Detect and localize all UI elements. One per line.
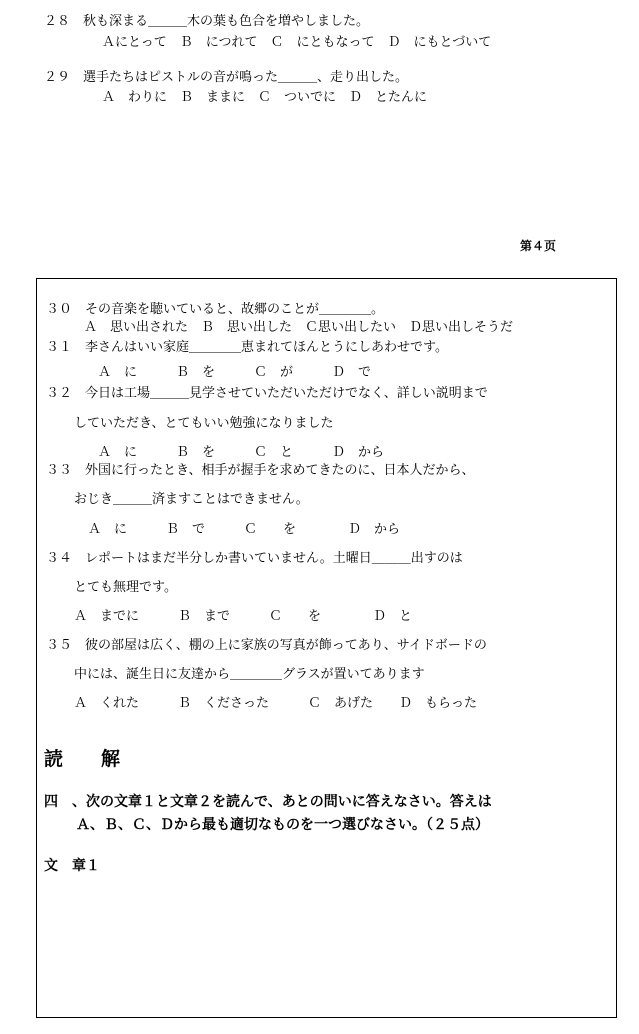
question-28: ２８ 秋も深まる＿＿＿木の葉も色合を増やしました。 xyxy=(44,14,370,29)
question-30: ３０ その音楽を聴いていると、故郷のことが＿＿＿＿。 xyxy=(46,302,385,317)
question-34: ３４ レポートはまだ半分しか書いていません。土曜日＿＿＿出すのは xyxy=(46,551,463,566)
question-31: ３１ 李さんはいい家庭＿＿＿＿恵まれてほんとうにしあわせです。 xyxy=(46,340,448,355)
question-33: ３３ 外国に行ったとき、相手が握手を求めてきたのに、日本人だから、 xyxy=(46,463,475,478)
options-28: Ａにとって Ｂ につれて Ｃ にともなって Ｄ にもとづいて xyxy=(102,35,492,50)
question-34-line2: とても無理です。 xyxy=(74,580,177,595)
page-number: 第４页 xyxy=(520,239,557,253)
instruction-line-1: 四 、次の文章１と文章２を読んで、あとの問いに答えなさい。答えは xyxy=(44,794,492,810)
question-32: ３２ 今日は工場＿＿＿見学させていただいただけでなく、詳しい説明まで xyxy=(46,386,488,401)
question-29: ２９ 選手たちはピストルの音が鳴った＿＿＿、走り出した。 xyxy=(44,70,409,85)
passage-label: 文 章１ xyxy=(44,858,100,874)
options-30: Ａ 思い出された Ｂ 思い出した Ｃ思い出したい Ｄ思い出しそうだ xyxy=(84,320,514,335)
section-title: 読 解 xyxy=(44,748,121,770)
options-32: Ａ に Ｂ を Ｃ と Ｄ から xyxy=(98,445,385,460)
question-32-line2: していただき、とてもいい勉強になりました xyxy=(74,416,334,431)
question-35: ３５ 彼の部屋は広く、棚の上に家族の写真が飾ってあり、サイドボードの xyxy=(46,638,487,653)
instruction-line-2: Ａ、Ｂ、Ｃ、Ｄから最も適切なものを一つ選びなさい。（２５点） xyxy=(76,817,489,833)
options-33: Ａ に Ｂ で Ｃ を Ｄ から xyxy=(88,522,401,537)
options-31: Ａ に Ｂ を Ｃ が Ｄ で xyxy=(98,365,372,380)
options-35: Ａ くれた Ｂ くださった Ｃ あげた Ｄ もらった xyxy=(74,696,478,711)
options-29: Ａ わりに Ｂ ままに Ｃ ついでに Ｄ とたんに xyxy=(102,90,428,105)
options-34: Ａ までに Ｂ まで Ｃ を Ｄ と xyxy=(74,609,413,624)
question-35-line2: 中には、誕生日に友達から＿＿＿＿グラスが置いてあります xyxy=(74,667,425,682)
question-33-line2: おじき＿＿＿済ますことはできません。 xyxy=(74,492,309,507)
